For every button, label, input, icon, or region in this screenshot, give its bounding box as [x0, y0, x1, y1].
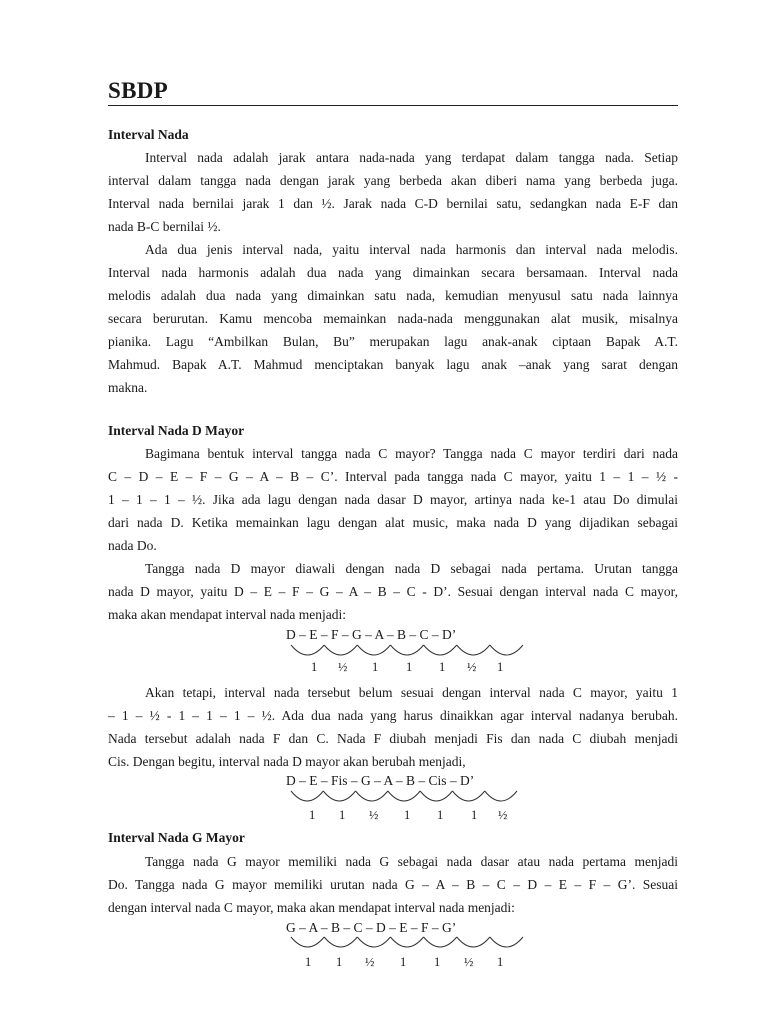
- interval-arc: [452, 791, 484, 801]
- section-heading-interval-nada: Interval Nada: [108, 127, 189, 142]
- paragraph-line: nada B-C bernilai ½.: [108, 219, 221, 234]
- interval-arc: [291, 937, 324, 947]
- paragraph-line: nada Do.: [108, 538, 157, 553]
- paragraph-line: maka akan mendapat interval nada menjadi:: [108, 607, 347, 622]
- interval-value: 1: [434, 955, 441, 969]
- interval-arcs: [291, 644, 523, 658]
- interval-arcs: [291, 936, 523, 950]
- paragraph-line: Nada tersebut adalah nada F dan C. Nada F diubah menjadi Fis dan nada C diubah menjadi: [108, 731, 678, 746]
- paragraph-line: Akan tetapi, interval nada tersebut belum sesuai dengan interval nada C mayor, yaitu 1: [145, 685, 678, 700]
- interval-value: ½: [498, 808, 508, 822]
- interval-arc: [390, 937, 423, 947]
- title-divider: [108, 105, 678, 106]
- interval-value: 1: [497, 660, 504, 674]
- paragraph-line: 1 – 1 – 1 – ½. Jika ada lagu dengan nada dasar D mayor, artinya nada ke-1 atau Do dimulai: [108, 492, 678, 507]
- paragraph-line: makna.: [108, 380, 148, 395]
- interval-value: 1: [404, 808, 411, 822]
- interval-arc: [490, 645, 523, 655]
- paragraph-line: Tangga nada G mayor memiliki nada G sebagai nada dasar atau nada pertama menjadi: [145, 854, 678, 869]
- interval-value: 1: [305, 955, 312, 969]
- interval-value: 1: [406, 660, 413, 674]
- interval-value: 1: [437, 808, 444, 822]
- page-title: SBDP: [108, 78, 168, 103]
- interval-arc: [420, 791, 452, 801]
- interval-value: 1: [339, 808, 346, 822]
- paragraph-line: interval dalam tangga nada dengan jarak yang berbeda akan diberi nama yang berbeda juga.: [108, 173, 678, 188]
- paragraph-line: Interval nada harmonis adalah dua nada yang dimainkan secara bersamaan. Interval nada: [108, 265, 678, 280]
- interval-arc: [357, 645, 390, 655]
- interval-arc: [291, 645, 324, 655]
- paragraph-line: dengan interval nada C mayor, maka akan mendapat interval nada menjadi:: [108, 900, 515, 915]
- scale-g-mayor-notes: G – A – B – C – D – E – F – G’: [286, 920, 457, 935]
- section-heading-g-mayor: Interval Nada G Mayor: [108, 830, 245, 845]
- paragraph-line: pianika. Lagu “Ambilkan Bulan, Bu” merupakan lagu anak-anak ciptaan Bapak A.T.: [108, 334, 678, 349]
- interval-value: ½: [365, 955, 375, 969]
- interval-arc: [424, 645, 457, 655]
- paragraph-line: Cis. Dengan begitu, interval nada D mayor akan berubah menjadi,: [108, 754, 466, 769]
- interval-value: ½: [464, 955, 474, 969]
- interval-arc: [291, 791, 323, 801]
- interval-arc: [457, 645, 490, 655]
- interval-arc: [388, 791, 420, 801]
- paragraph-line: Mahmud. Bapak A.T. Mahmud menciptakan banyak lagu anak –anak yang sarat dengan: [108, 357, 678, 372]
- section-heading-d-mayor: Interval Nada D Mayor: [108, 423, 245, 438]
- interval-arc: [457, 937, 490, 947]
- interval-arc: [324, 937, 357, 947]
- interval-arc: [324, 645, 357, 655]
- paragraph-line: Ada dua jenis interval nada, yaitu interval nada harmonis dan interval nada melodis.: [145, 242, 678, 257]
- scale-d-mayor-notes: D – E – F – G – A – B – C – D’: [286, 627, 457, 642]
- interval-arc: [390, 645, 423, 655]
- interval-arc: [490, 937, 523, 947]
- paragraph-line: Bagimana bentuk interval tangga nada C mayor? Tangga nada C mayor terdiri dari nada: [145, 446, 678, 461]
- interval-value: ½: [369, 808, 379, 822]
- interval-arc: [323, 791, 355, 801]
- interval-value: 1: [309, 808, 316, 822]
- paragraph-line: secara berurutan. Kamu mencoba memainkan nada-nada menggunakan alat musik, misalnya: [108, 311, 678, 326]
- paragraph-line: nada D mayor, yaitu D – E – F – G – A – B – C - D’. Sesuai dengan interval nada C mayor,: [108, 584, 678, 599]
- paragraph-line: Do. Tangga nada G mayor memiliki urutan nada G – A – B – C – D – E – F – G’. Sesuai: [108, 877, 678, 892]
- interval-arc: [357, 937, 390, 947]
- interval-value: ½: [338, 660, 348, 674]
- interval-arcs: [291, 790, 517, 804]
- interval-value: 1: [439, 660, 446, 674]
- paragraph-line: C – D – E – F – G – A – B – C’. Interval pada tangga nada C mayor, yaitu 1 – 1 – ½ -: [108, 469, 678, 484]
- interval-arc: [485, 791, 517, 801]
- paragraph-line: melodis adalah dua nada yang dimainkan satu nada, kemudian menyusul satu nada lainnya: [108, 288, 678, 303]
- interval-value: ½: [467, 660, 477, 674]
- interval-arc: [424, 937, 457, 947]
- paragraph-line: Interval nada bernilai jarak 1 dan ½. Jarak nada C-D bernilai satu, sedangkan nada E-F dan: [108, 196, 678, 211]
- paragraph-line: Interval nada adalah jarak antara nada-nada yang terdapat dalam tangga nada. Setiap: [145, 150, 678, 165]
- paragraph-line: – 1 – ½ - 1 – 1 – 1 – ½. Ada dua nada yang harus dinaikkan agar interval nadanya berubah.: [108, 708, 678, 723]
- scale-d-mayor-revised-notes: D – E – Fis – G – A – B – Cis – D’: [286, 773, 475, 788]
- paragraph-line: Tangga nada D mayor diawali dengan nada D sebagai nada pertama. Urutan tangga: [145, 561, 678, 576]
- interval-value: 1: [497, 955, 504, 969]
- paragraph-line: dari nada D. Ketika memainkan lagu dengan alat music, maka nada D yang dijadikan sebagai: [108, 515, 678, 530]
- interval-value: 1: [311, 660, 318, 674]
- interval-value: 1: [471, 808, 478, 822]
- interval-value: 1: [372, 660, 379, 674]
- interval-arc: [356, 791, 388, 801]
- interval-value: 1: [336, 955, 343, 969]
- interval-value: 1: [400, 955, 407, 969]
